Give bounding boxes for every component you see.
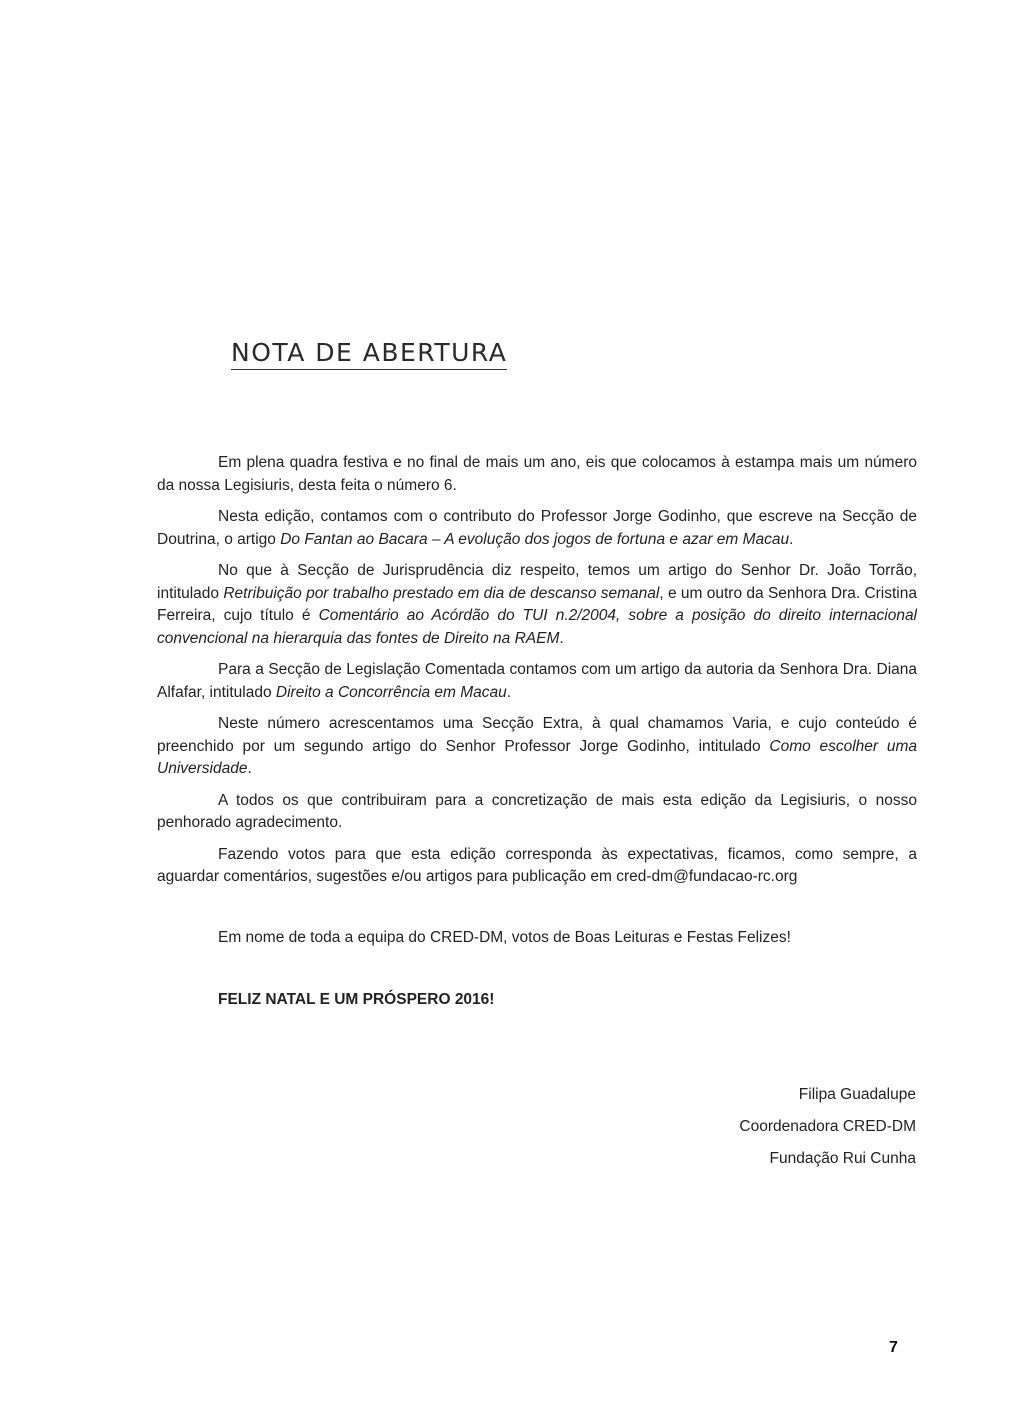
closing-wish: FELIZ NATAL E UM PRÓSPERO 2016!	[218, 991, 495, 1008]
paragraph-text: A todos os que contribuiram para a concretização de mais esta edição da Legisiuris, o nosso penhorado agradecimento.	[157, 791, 917, 831]
body-paragraph	[157, 452, 917, 497]
italic-title-text: Retribuição por trabalho prestado em dia de descanso semanal	[223, 584, 660, 602]
body-paragraph	[157, 790, 917, 835]
signature-name: Filipa Guadalupe	[798, 1086, 916, 1103]
paragraph-text: No que à Secção de Jurisprudência diz respeito, temos um artigo do Senhor Dr. João Torrão, intitulado	[157, 562, 917, 602]
closing-greeting: Em nome de toda a equipa do CRED-DM, votos de Boas Leituras e Festas Felizes!	[218, 929, 791, 946]
paragraph-text: Nesta edição, contamos com o contributo do Professor Jorge Godinho, que escreve na Secção de Doutrina, o artigo	[157, 508, 917, 548]
paragraph-text: Fazendo votos para que esta edição corresponda às expectativas, ficamos, como sempre, a aguardar comentários, sugestões e/ou artigos para publicação em cred-dm@fundacao-rc.org	[157, 845, 917, 885]
signature-organization: Fundação Rui Cunha	[769, 1150, 916, 1167]
paragraph-text: Para a Secção de Legislação Comentada contamos com um artigo da autoria da Senhora Dra. Diana Alfafar, intitulado	[157, 661, 917, 701]
paragraph-text: .	[506, 683, 512, 701]
paragraph-text: .	[247, 760, 252, 777]
paragraph-text: .	[559, 629, 564, 647]
body-paragraph	[157, 506, 917, 551]
paragraph-text: Em plena quadra festiva e no final de mais um ano, eis que colocamos à estampa mais um número da nossa Legisiuris, desta feita o número 6.	[157, 454, 917, 494]
italic-title-text: Do Fantan ao Bacara – A evolução dos jogos de fortuna e azar em Macau	[280, 530, 790, 548]
italic-title-text: Como escolher uma Universidade	[157, 737, 917, 777]
page-number: 7	[889, 1339, 898, 1356]
paragraph-text: .	[789, 530, 794, 548]
page-title: NOTA DE ABERTURA	[231, 338, 507, 370]
body-paragraph	[157, 560, 917, 650]
paragraph-text: , e um outro da Senhora Dra. Cristina Ferreira, cujo título é	[157, 584, 917, 624]
body-paragraph	[157, 844, 917, 889]
body-paragraph	[157, 659, 917, 704]
italic-title-text: Direito a Concorrência em Macau	[275, 683, 507, 701]
paragraph-text: Neste número acrescentamos uma Secção Extra, à qual chamamos Varia, e cujo conteúdo é preenchido por um segundo artigo do Senhor Professor Jorge Godinho, intitulado	[157, 715, 917, 755]
signature-role: Coordenadora CRED-DM	[739, 1118, 916, 1135]
body-text	[157, 452, 917, 898]
body-paragraph	[157, 713, 917, 781]
italic-title-text: Comentário ao Acórdão do TUI n.2/2004, sobre a posição do direito internacional convencional na hierarquia das fontes de Direito na RAEM	[157, 607, 918, 647]
